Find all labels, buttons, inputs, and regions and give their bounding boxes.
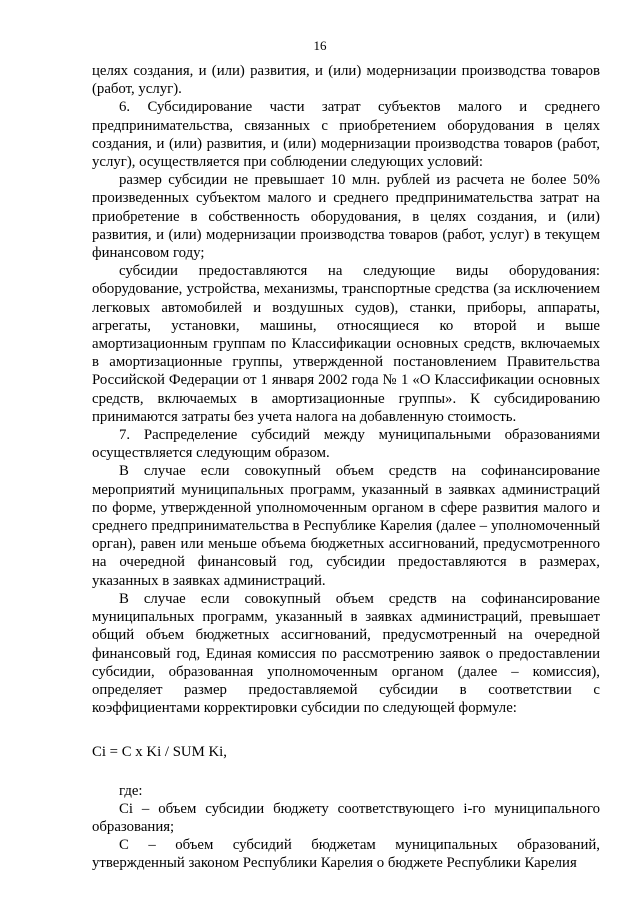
paragraph-continuation: целях создания, и (или) развития, и (или) модернизации производства товаров (работ, услуг). bbox=[92, 63, 600, 98]
formula: Ci = C x Ki / SUM Ki, bbox=[92, 744, 227, 761]
paragraph-case-exceeds: В случае если совокупный объем средств на софинансирование муниципальных программ, указанный в заявках администраций, превышает общий объем бюджетных ассигнований, предусмотренный на очередной финансовый год, Единая комиссия по рассмотрению заявок о предоставлении субсидии, образованная уполномоченным органом (далее – комиссия), определяет размер предоставляемой субсидии в соответствии с коэффициентами корректировки субсидии по следующей формуле: bbox=[92, 590, 600, 717]
paragraph-where: где: bbox=[119, 782, 143, 799]
page-number: 16 bbox=[313, 38, 327, 53]
paragraph-case-equal: В случае если совокупный объем средств на софинансирование мероприятий муниципальных программ, указанный в заявках администраций по форме, утвержденной уполномоченным органом в сфере развития малого и среднего предпринимательства в Республике Карелия (далее – уполномоченный орган), равен или меньше объема бюджетных ассигнований, предусмотренного на очередной финансовый год, субсидии предоставляются в размерах, указанных в заявках администраций. bbox=[92, 463, 600, 589]
paragraph-item-6: 6. Субсидирование части затрат субъектов малого и среднего предпринимательства, связанных с приобретением оборудования в целях создания, и (или) развития, и (или) модернизации производства товаров (работ, услуг), осуществляется при соблюдении следующих условий: bbox=[92, 99, 600, 171]
paragraph-equipment-types: субсидии предоставляются на следующие виды оборудования: оборудование, устройства, механизмы, транспортные средства (за исключением легковых автомобилей и воздушных судов), станки, приборы, аппараты, агрегаты, установки, машины, относящиеся ко второй и выше амортизационным группам по Классификации основных средств, включаемых в амортизационные группы, утвержденной постановлением Правительства Российской Федерации от 1 января 2002 года № 1 «О Классификации основных средств, включаемых в амортизационные группы». К субсидированию принимаются затраты без учета налога на добавленную стоимость. bbox=[92, 263, 600, 425]
document-body bbox=[92, 62, 600, 873]
paragraph-subsidy-size: размер субсидии не превышает 10 млн. рублей из расчета не более 50% произведенных субъектом малого и среднего предпринимательства затрат на приобретение в собственность оборудования, в целях создания, и (или) развития, и (или) модернизации производства товаров (работ, услуг) в текущем финансовом году; bbox=[92, 172, 600, 262]
paragraph-c-definition: C – объем субсидий бюджетам муниципальных образований, утвержденный законом Республики Карелия о бюджете Республики Карелия bbox=[92, 837, 600, 872]
paragraph-ci-definition: Ci – объем субсидии бюджету соответствующего i-го муниципального образования; bbox=[92, 800, 600, 835]
paragraph-item-7: 7. Распределение субсидий между муниципальными образованиями осуществляется следующим образом. bbox=[92, 427, 600, 462]
